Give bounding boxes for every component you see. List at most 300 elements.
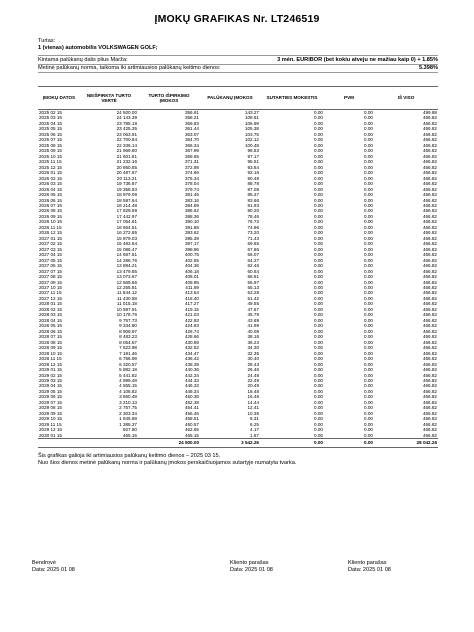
signature-company: [32, 560, 75, 574]
table-cell: 0.00: [364, 202, 373, 208]
col-header-remaining-value: NEIŠPIRKTA TURTO VERTĖ: [80, 87, 138, 110]
table-cell: 466.82: [422, 328, 437, 334]
totals-cell: 24 500.00: [138, 439, 200, 448]
table-cell: 927.80: [122, 427, 137, 433]
table-cell: 0.00: [314, 148, 323, 154]
table-cell: 0.00: [364, 383, 373, 389]
totals-cell: [80, 439, 138, 448]
table-cell: 2029 04 15: [39, 383, 62, 389]
table-cell: 2028 07 15: [39, 334, 62, 340]
table-cell: 23 785.18: [116, 120, 137, 126]
signature-label: Kliento parašas: [348, 560, 387, 566]
table-cell: 408.01: [184, 274, 199, 280]
table-cell: 372.98: [184, 164, 199, 170]
table-cell: 465.15: [122, 432, 137, 438]
table-cell: 2025 08 15: [39, 142, 62, 148]
table-cell: 95.51: [247, 159, 259, 165]
table-cell: 81.93: [247, 202, 259, 208]
table-cell: 67.86: [247, 246, 259, 252]
table-cell: 466.82: [422, 241, 437, 247]
table-cell: 397.17: [184, 241, 199, 247]
table-cell: 466.82: [422, 257, 437, 263]
table-cell: 4 108.82: [119, 388, 137, 394]
table-cell: 417.27: [184, 301, 199, 307]
totals-cell: 28 042.26: [374, 439, 438, 448]
table-cell: 64.27: [247, 257, 259, 263]
signature-client-1: [230, 560, 273, 574]
table-cell: 34.30: [247, 345, 259, 351]
table-cell: 466.82: [422, 224, 437, 230]
table-cell: 466.82: [422, 399, 437, 405]
table-cell: 0.00: [314, 334, 323, 340]
table-cell: 78.46: [247, 213, 259, 219]
table-cell: 102.12: [244, 137, 259, 143]
table-cell: 0.00: [364, 312, 373, 318]
table-cell: 4 999.48: [119, 377, 137, 383]
table-cell: 0.00: [364, 345, 373, 351]
table-cell: 9 757.73: [119, 317, 137, 323]
table-cell: 0.00: [314, 263, 323, 269]
table-cell: 0.00: [364, 317, 373, 323]
table-cell: 0.00: [314, 197, 323, 203]
table-cell: 12.41: [247, 405, 259, 411]
table-cell: 21 969.80: [116, 148, 137, 154]
table-cell: 2028 01 15: [39, 301, 62, 307]
table-cell: 18 214.48: [116, 202, 137, 208]
table-cell: 0.00: [314, 208, 323, 214]
table-cell: 0.00: [314, 219, 323, 225]
table-cell: 0.00: [364, 197, 373, 203]
table-cell: 0.00: [364, 301, 373, 307]
table-cell: 66.07: [247, 252, 259, 258]
table-cell: 466.82: [422, 339, 437, 345]
table-cell: 19 736.87: [116, 181, 137, 187]
table-cell: 0.00: [364, 306, 373, 312]
table-cell: 0.00: [364, 164, 373, 170]
signature-date: Data: 2025 01 08: [32, 567, 75, 573]
table-cell: 12 665.66: [116, 279, 137, 285]
divider: [38, 72, 438, 73]
table-cell: 88.78: [247, 181, 259, 187]
table-cell: 466.82: [422, 350, 437, 356]
table-cell: 0.00: [314, 164, 323, 170]
table-cell: 22 700.84: [116, 137, 137, 143]
table-cell: 2027 07 15: [39, 268, 62, 274]
table-cell: 442.34: [184, 372, 199, 378]
table-cell: 466.82: [422, 263, 437, 269]
table-cell: 456.46: [184, 410, 199, 416]
table-cell: 2027 02 15: [39, 241, 62, 247]
table-cell: 383.16: [184, 197, 199, 203]
table-cell: 440.36: [184, 367, 199, 373]
table-cell: 0.00: [364, 175, 373, 181]
table-cell: 466.82: [422, 410, 437, 416]
table-cell: 409.85: [184, 279, 199, 285]
table-cell: 466.82: [422, 361, 437, 367]
table-cell: 28.43: [247, 361, 259, 367]
table-cell: 0.00: [314, 416, 323, 422]
table-cell: 0.00: [364, 192, 373, 198]
table-cell: 20.49: [247, 383, 259, 389]
table-cell: 466.82: [422, 219, 437, 225]
table-cell: 1 388.37: [119, 421, 137, 427]
table-cell: 2025 11 15: [39, 159, 62, 165]
table-header-row: [38, 87, 438, 110]
table-cell: 466.82: [422, 301, 437, 307]
table-cell: 20 487.87: [116, 170, 137, 176]
table-cell: 444.33: [184, 377, 199, 383]
table-cell: 0.00: [364, 246, 373, 252]
table-cell: 0.00: [314, 115, 323, 121]
table-cell: 2026 11 15: [39, 224, 62, 230]
table-cell: 6.25: [250, 421, 259, 427]
table-cell: 466.82: [422, 279, 437, 285]
table-cell: 2027 11 15: [39, 290, 62, 296]
table-cell: 0.00: [314, 410, 323, 416]
table-cell: 413.54: [184, 290, 199, 296]
table-cell: 108.61: [244, 115, 259, 121]
totals-cell: 0.00: [260, 439, 324, 448]
table-cell: 2030 01 15: [39, 432, 62, 438]
table-cell: 14.44: [247, 399, 259, 405]
table-cell: 466.82: [422, 421, 437, 427]
table-cell: 0.00: [314, 372, 323, 378]
table-cell: 466.82: [422, 208, 437, 214]
table-cell: 20 860.85: [116, 164, 137, 170]
table-cell: 0.00: [364, 153, 373, 159]
table-cell: 0.00: [364, 361, 373, 367]
divider: [38, 55, 438, 56]
table-cell: 24 500.00: [116, 110, 137, 115]
table-cell: 0.00: [314, 181, 323, 187]
col-header-total: IŠ VISO: [374, 87, 438, 110]
table-cell: 15 086.47: [116, 246, 137, 252]
table-cell: 466.82: [422, 377, 437, 383]
table-cell: 466.82: [422, 416, 437, 422]
table-cell: 2028 03 15: [39, 312, 62, 318]
table-cell: 2028 08 15: [39, 339, 62, 345]
table-cell: 0.00: [364, 213, 373, 219]
table-cell: 98.83: [247, 148, 259, 154]
table-cell: 466.82: [422, 197, 437, 203]
table-cell: 0.00: [314, 279, 323, 285]
table-cell: 2 303.34: [119, 410, 137, 416]
table-cell: 466.82: [422, 213, 437, 219]
table-cell: 466.82: [422, 334, 437, 340]
table-cell: 0.00: [314, 224, 323, 230]
table-cell: 366.34: [184, 142, 199, 148]
table-cell: 0.00: [314, 192, 323, 198]
table-cell: 0.00: [314, 383, 323, 389]
table-cell: 379.74: [184, 186, 199, 192]
table-cell: 0.00: [314, 388, 323, 394]
table-cell: 83.66: [247, 197, 259, 203]
table-cell: 2025 06 15: [39, 131, 62, 137]
table-cell: 466.82: [422, 323, 437, 329]
table-cell: 2026 06 15: [39, 197, 62, 203]
table-cell: 92.16: [247, 170, 259, 176]
table-cell: 424.83: [184, 323, 199, 329]
table-cell: 2027 12 15: [39, 295, 62, 301]
table-cell: 0.00: [314, 213, 323, 219]
table-cell: 422.93: [184, 317, 199, 323]
table-cell: 8.31: [250, 416, 259, 422]
table-cell: 458.51: [184, 416, 199, 422]
table-cell: 0.00: [314, 246, 323, 252]
table-cell: 452.38: [184, 399, 199, 405]
table-cell: 2027 06 15: [39, 263, 62, 269]
table-cell: 421.03: [184, 312, 199, 318]
table-cell: 11 844.12: [116, 290, 137, 296]
table-cell: 0.00: [364, 170, 373, 176]
table-cell: 0.00: [314, 186, 323, 192]
table-cell: 393.62: [184, 230, 199, 236]
table-cell: 22 336.14: [116, 142, 137, 148]
table-cell: 0.00: [314, 312, 323, 318]
table-cell: 388.36: [184, 213, 199, 219]
table-cell: 22.49: [247, 377, 259, 383]
table-cell: 100.48: [244, 142, 259, 148]
table-cell: 466.82: [422, 290, 437, 296]
table-cell: 0.00: [314, 202, 323, 208]
table-cell: 90.48: [247, 175, 259, 181]
table-cell: 143.27: [244, 110, 259, 115]
table-cell: 0.00: [314, 328, 323, 334]
table-cell: 0.00: [364, 399, 373, 405]
table-cell: 80.20: [247, 208, 259, 214]
table-cell: 0.00: [364, 367, 373, 373]
table-cell: 41.99: [247, 323, 259, 329]
table-cell: 55.13: [247, 285, 259, 290]
table-cell: 2029 06 15: [39, 394, 62, 400]
table-cell: 0.00: [314, 345, 323, 351]
annual-rate-value: 5.398%: [419, 65, 438, 71]
table-cell: 0.00: [364, 372, 373, 378]
table-cell: 0.00: [364, 377, 373, 383]
table-cell: 0.00: [314, 285, 323, 290]
table-cell: 0.00: [364, 219, 373, 225]
table-cell: 0.00: [364, 432, 373, 438]
table-cell: 2026 10 15: [39, 219, 62, 225]
table-cell: 32.35: [247, 350, 259, 356]
table-cell: 10.36: [247, 410, 259, 416]
signature-date: Data: 2025 01 08: [348, 567, 391, 573]
table-cell: 2026 07 15: [39, 202, 62, 208]
table-cell: 16 272.65: [116, 230, 137, 236]
table-cell: 2025 05 15: [39, 126, 62, 132]
table-cell: 466.82: [422, 186, 437, 192]
table-cell: 97.17: [247, 153, 259, 159]
table-cell: 73.20: [247, 230, 259, 236]
table-cell: 4 555.15: [119, 383, 137, 389]
table-cell: 466.82: [422, 235, 437, 241]
col-header-interest: PALŪKANŲ ĮMOKOS: [200, 87, 260, 110]
table-cell: 2026 04 15: [39, 186, 62, 192]
table-cell: 2028 09 15: [39, 345, 62, 351]
table-cell: 2025 07 15: [39, 137, 62, 143]
table-cell: 2028 02 15: [39, 306, 62, 312]
table-cell: 466.82: [422, 432, 437, 438]
table-cell: 0.00: [314, 301, 323, 307]
table-cell: 450.36: [184, 394, 199, 400]
table-cell: 2027 09 15: [39, 279, 62, 285]
table-cell: 3 210.13: [119, 399, 137, 405]
table-cell: 376.34: [184, 175, 199, 181]
table-cell: 426.74: [184, 328, 199, 334]
table-cell: 0.00: [364, 285, 373, 290]
table-cell: 2025 09 15: [39, 148, 62, 154]
table-cell: 87.08: [247, 186, 259, 192]
totals-cell: [38, 439, 80, 448]
table-cell: 0.00: [314, 421, 323, 427]
table-cell: 6 756.99: [119, 356, 137, 362]
table-cell: 0.00: [364, 208, 373, 214]
table-cell: 53.28: [247, 290, 259, 296]
table-cell: 16 664.51: [116, 224, 137, 230]
table-cell: 406.18: [184, 268, 199, 274]
table-cell: 8 054.57: [119, 339, 137, 345]
table-cell: 419.15: [184, 306, 199, 312]
annual-rate-row: [38, 65, 438, 72]
table-cell: 0.00: [364, 159, 373, 165]
table-cell: 0.00: [314, 126, 323, 132]
totals-row: [38, 439, 438, 448]
table-cell: 466.82: [422, 345, 437, 351]
table-cell: 0.00: [314, 268, 323, 274]
table-cell: 2029 02 15: [39, 372, 62, 378]
table-cell: 0.00: [314, 339, 323, 345]
table-cell: 5 882.18: [119, 367, 137, 373]
table-cell: 6 320.57: [119, 361, 137, 367]
table-cell: 2027 05 15: [39, 257, 62, 263]
table-cell: 0.00: [314, 405, 323, 411]
table-cell: 0.00: [364, 350, 373, 356]
table-cell: 466.82: [422, 137, 437, 143]
table-cell: 2026 05 15: [39, 192, 62, 198]
table-cell: 386.62: [184, 208, 199, 214]
table-cell: 0.00: [314, 230, 323, 236]
table-cell: 0.00: [314, 170, 323, 176]
table-cell: 432.52: [184, 345, 199, 351]
table-cell: 2027 04 15: [39, 252, 62, 258]
table-cell: 4.17: [250, 427, 259, 433]
table-cell: 374.66: [184, 170, 199, 176]
table-cell: 0.00: [364, 115, 373, 121]
table-cell: 466.82: [422, 159, 437, 165]
table-cell: 0.00: [314, 110, 323, 115]
table-cell: 21 601.81: [116, 153, 137, 159]
table-cell: 47.67: [247, 306, 259, 312]
rate-row: [38, 57, 438, 64]
table-cell: 2029 05 15: [39, 388, 62, 394]
table-cell: 2028 12 15: [39, 361, 62, 367]
table-cell: 17 054.61: [116, 219, 137, 225]
table-cell: 356.61: [184, 110, 199, 115]
table-cell: 18 979.09: [116, 192, 137, 198]
table-cell: 371.31: [184, 159, 199, 165]
table-cell: 0.00: [364, 241, 373, 247]
table-cell: 2027 10 15: [39, 285, 62, 290]
table-cell: 56.97: [247, 279, 259, 285]
table-cell: 0.00: [364, 186, 373, 192]
table-cell: 0.00: [314, 399, 323, 405]
table-cell: 0.00: [364, 356, 373, 362]
table-cell: 10 178.76: [116, 312, 137, 318]
table-cell: 466.82: [422, 285, 437, 290]
table-cell: 11 430.58: [116, 295, 137, 301]
recalculation-note: Nuo šios dienos metinė palūkanų norma ir palūkanų įmokos perskaičiuojamos sutartyje numatyta tvarka.: [38, 460, 297, 466]
table-cell: 38.16: [247, 334, 259, 340]
table-cell: 40.08: [247, 328, 259, 334]
table-cell: 15 483.64: [116, 241, 137, 247]
table-cell: 2029 01 15: [39, 367, 62, 373]
table-cell: 13 073.67: [116, 274, 137, 280]
rate-label: Kintama palūkanų dalis plius Marža:: [38, 57, 128, 63]
table-cell: 11 015.18: [116, 301, 137, 307]
table-cell: 0.00: [314, 377, 323, 383]
table-cell: 106.99: [244, 120, 259, 126]
table-cell: 0.00: [364, 323, 373, 329]
table-cell: 19 358.83: [116, 186, 137, 192]
table-cell: 0.00: [364, 274, 373, 280]
table-cell: 0.00: [364, 339, 373, 345]
table-cell: 466.82: [422, 372, 437, 378]
asset-label: Turtas:: [38, 38, 56, 44]
table-cell: 363.07: [184, 131, 199, 137]
table-cell: 2026 03 15: [39, 181, 62, 187]
table-cell: 0.00: [364, 224, 373, 230]
table-cell: 18.48: [247, 388, 259, 394]
table-cell: 436.42: [184, 356, 199, 362]
table-cell: 49.55: [247, 301, 259, 307]
table-cell: 466.82: [422, 131, 437, 137]
table-cell: 0.00: [314, 394, 323, 400]
table-cell: 466.82: [422, 148, 437, 154]
table-cell: 0.00: [314, 361, 323, 367]
table-cell: 0.00: [314, 175, 323, 181]
table-cell: 2029 03 15: [39, 377, 62, 383]
table-cell: 17 442.97: [116, 213, 137, 219]
table-cell: 2029 11 15: [39, 421, 62, 427]
table-cell: 0.00: [314, 142, 323, 148]
table-cell: 24 143.39: [116, 115, 137, 121]
signature-date: Data: 2025 01 08: [230, 567, 273, 573]
table-cell: 466.82: [422, 394, 437, 400]
table-cell: 466.82: [422, 268, 437, 274]
table-cell: 23 425.35: [116, 126, 137, 132]
table-cell: 2029 08 15: [39, 405, 62, 411]
table-cell: 358.21: [184, 115, 199, 121]
table-cell: 0.00: [314, 295, 323, 301]
table-cell: 0.00: [364, 257, 373, 263]
table-cell: 2026 08 15: [39, 208, 62, 214]
signature-label: Kliento parašas: [230, 560, 269, 566]
table-cell: 15 879.03: [116, 235, 137, 241]
table-cell: 0.00: [314, 306, 323, 312]
table-cell: 0.00: [314, 323, 323, 329]
table-cell: 13 884.21: [116, 263, 137, 269]
table-cell: 466.82: [422, 202, 437, 208]
table-cell: 7 623.98: [119, 345, 137, 351]
table-cell: 2026 01 15: [39, 170, 62, 176]
table-cell: 0.00: [314, 120, 323, 126]
table-cell: 359.83: [184, 120, 199, 126]
table-cell: 0.00: [364, 110, 373, 115]
table-cell: 26.46: [247, 367, 259, 373]
col-header-contract-fee: SUTARTIES MOKESTIS: [260, 87, 324, 110]
table-cell: 384.89: [184, 202, 199, 208]
table-cell: 2029 10 15: [39, 416, 62, 422]
